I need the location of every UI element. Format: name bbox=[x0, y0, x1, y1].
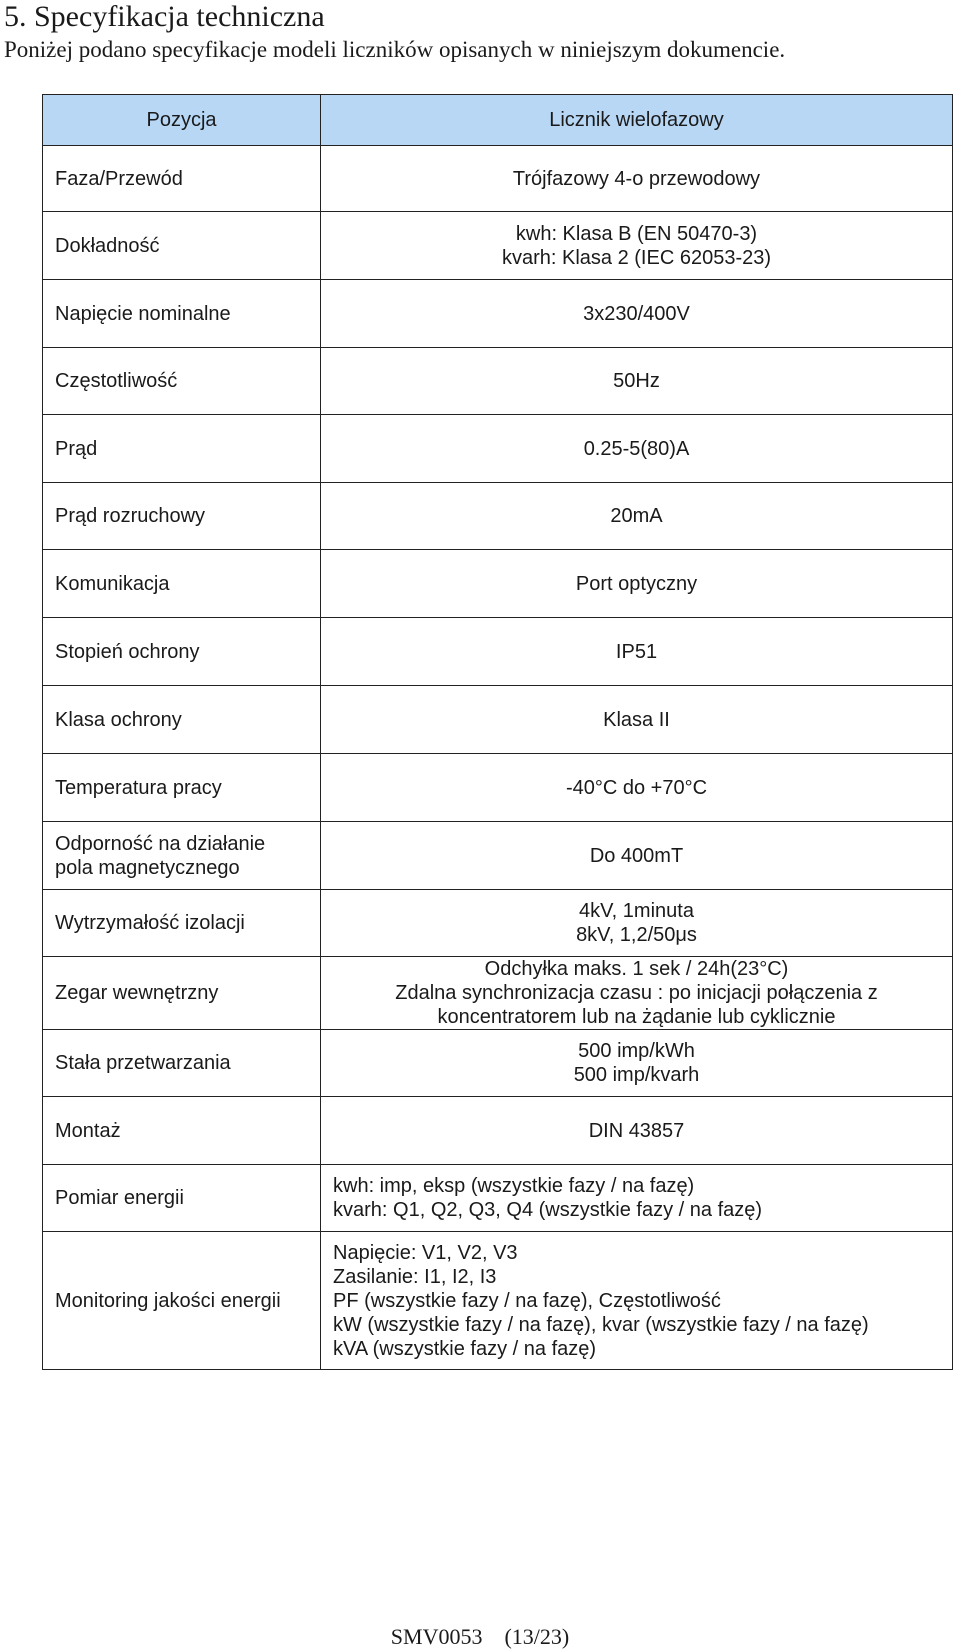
row-value bbox=[321, 483, 953, 550]
row-label bbox=[43, 1030, 321, 1097]
row-value bbox=[321, 890, 953, 957]
row-label bbox=[43, 1097, 321, 1165]
table-row bbox=[43, 957, 953, 1030]
row-value bbox=[321, 1165, 953, 1232]
row-value bbox=[321, 1232, 953, 1370]
table-row bbox=[43, 1165, 953, 1232]
table-row bbox=[43, 1097, 953, 1165]
row-value bbox=[321, 348, 953, 415]
row-value-line: kvarh: Q1, Q2, Q3, Q4 (wszystkie fazy / na fazę) bbox=[333, 1199, 763, 1221]
table-header-row bbox=[43, 95, 953, 146]
row-label-line: Temperatura pracy bbox=[55, 776, 222, 799]
table-row bbox=[43, 1232, 953, 1370]
row-label bbox=[43, 957, 321, 1030]
row-label bbox=[43, 550, 321, 618]
header-meter: Licznik wielofazowy bbox=[321, 95, 953, 146]
row-value-line: PF (wszystkie fazy / na fazę), Częstotliwość bbox=[333, 1289, 721, 1312]
table-row bbox=[43, 212, 953, 280]
row-value bbox=[321, 1097, 953, 1165]
row-value bbox=[321, 415, 953, 483]
row-value-line: -40°C do +70°C bbox=[565, 776, 708, 799]
row-label bbox=[43, 348, 321, 415]
row-label-line: Dokładność bbox=[55, 234, 160, 257]
row-value bbox=[321, 754, 953, 822]
row-value-line: 8kV, 1,2/50μs bbox=[576, 924, 697, 946]
spec-table bbox=[42, 94, 953, 1370]
row-label bbox=[43, 483, 321, 550]
row-label-line: Faza/Przewód bbox=[55, 167, 183, 190]
row-label-line: Wytrzymałość izolacji bbox=[55, 912, 245, 934]
row-value-line: 3x230/400V bbox=[583, 302, 690, 325]
table-row bbox=[43, 686, 953, 754]
row-label-line: Komunikacja bbox=[55, 572, 170, 595]
row-label bbox=[43, 415, 321, 483]
row-label-line: Częstotliwość bbox=[55, 370, 178, 392]
table-row bbox=[43, 890, 953, 957]
row-value-line: kW (wszystkie fazy / na fazę), kvar (wszystkie fazy / na fazę) bbox=[333, 1313, 869, 1336]
row-label-line: Monitoring jakości energii bbox=[55, 1289, 281, 1312]
header-position: Pozycja bbox=[43, 95, 321, 146]
row-value-line: kVA (wszystkie fazy / na fazę) bbox=[333, 1337, 597, 1360]
row-label-line: Odporność na działanie bbox=[55, 832, 266, 855]
page-footer: SMV0053 (13/23) bbox=[390, 1624, 570, 1649]
row-value bbox=[321, 957, 953, 1030]
row-value-line: 500 imp/kvarh bbox=[573, 1064, 700, 1086]
row-value bbox=[321, 146, 953, 212]
row-label bbox=[43, 618, 321, 686]
row-value-line: Trójfazowy 4-o przewodowy bbox=[512, 167, 761, 190]
row-value-line: 0.25-5(80)A bbox=[583, 437, 690, 460]
row-label bbox=[43, 890, 321, 957]
row-label bbox=[43, 212, 321, 280]
row-label bbox=[43, 280, 321, 348]
row-value-line: kvarh: Klasa 2 (IEC 62053-23) bbox=[501, 246, 772, 269]
table-row bbox=[43, 618, 953, 686]
row-label bbox=[43, 1232, 321, 1370]
row-value-line: Do 400mT bbox=[589, 844, 684, 867]
table-row bbox=[43, 483, 953, 550]
row-label-line: Pomiar energii bbox=[55, 1187, 184, 1209]
row-label bbox=[43, 146, 321, 212]
row-value bbox=[321, 550, 953, 618]
row-value-line: Odchyłka maks. 1 sek / 24h(23°C) bbox=[484, 958, 789, 980]
row-label-line: Klasa ochrony bbox=[55, 708, 182, 731]
table-row bbox=[43, 280, 953, 348]
page-subtitle: Poniżej podano specyfikacje modeli liczników opisanych w niniejszym dokumencie. bbox=[4, 37, 786, 62]
table-row bbox=[43, 146, 953, 212]
table-row bbox=[43, 415, 953, 483]
row-value bbox=[321, 212, 953, 280]
row-label-line: Montaż bbox=[55, 1119, 121, 1142]
row-label-line: Stała przetwarzania bbox=[55, 1052, 231, 1074]
row-label-line: pola magnetycznego bbox=[55, 856, 240, 879]
row-value bbox=[321, 618, 953, 686]
row-value-line: Zasilanie: I1, I2, I3 bbox=[333, 1265, 497, 1288]
row-value-line: Klasa II bbox=[603, 708, 670, 731]
row-value-line: kwh: imp, eksp (wszystkie fazy / na fazę) bbox=[333, 1175, 695, 1197]
row-value-line: Napięcie: V1, V2, V3 bbox=[333, 1241, 518, 1264]
row-value-line: DIN 43857 bbox=[588, 1119, 685, 1142]
row-label-line: Stopień ochrony bbox=[55, 640, 200, 663]
row-value bbox=[321, 1030, 953, 1097]
row-label-line: Napięcie nominalne bbox=[55, 302, 231, 325]
row-value-line: 20mA bbox=[610, 505, 663, 527]
row-label bbox=[43, 686, 321, 754]
row-value-line: 50Hz bbox=[613, 370, 660, 392]
row-value-line: 500 imp/kWh bbox=[578, 1040, 695, 1062]
row-label bbox=[43, 1165, 321, 1232]
table-row bbox=[43, 1030, 953, 1097]
row-value-line: Zdalna synchronizacja czasu : po inicjacji połączenia z bbox=[395, 982, 878, 1004]
row-value-line: IP51 bbox=[615, 640, 658, 663]
spec-table-body bbox=[43, 146, 953, 1370]
row-label bbox=[43, 822, 321, 890]
row-value-line: 4kV, 1minuta bbox=[579, 900, 694, 922]
row-value-line: Port optyczny bbox=[575, 572, 698, 595]
row-label bbox=[43, 754, 321, 822]
row-value-line: koncentratorem lub na żądanie lub cyklicznie bbox=[437, 1006, 836, 1028]
table-row bbox=[43, 550, 953, 618]
table-row bbox=[43, 348, 953, 415]
table-row bbox=[43, 822, 953, 890]
row-label-line: Zegar wewnętrzny bbox=[55, 982, 219, 1004]
row-value bbox=[321, 686, 953, 754]
row-label-line: Prąd bbox=[55, 437, 98, 460]
row-value-line: kwh: Klasa B (EN 50470-3) bbox=[515, 222, 758, 245]
page-title: 5. Specyfikacja techniczna bbox=[4, 0, 325, 33]
row-label-line: Prąd rozruchowy bbox=[55, 505, 206, 527]
row-value bbox=[321, 280, 953, 348]
table-row bbox=[43, 754, 953, 822]
row-value bbox=[321, 822, 953, 890]
